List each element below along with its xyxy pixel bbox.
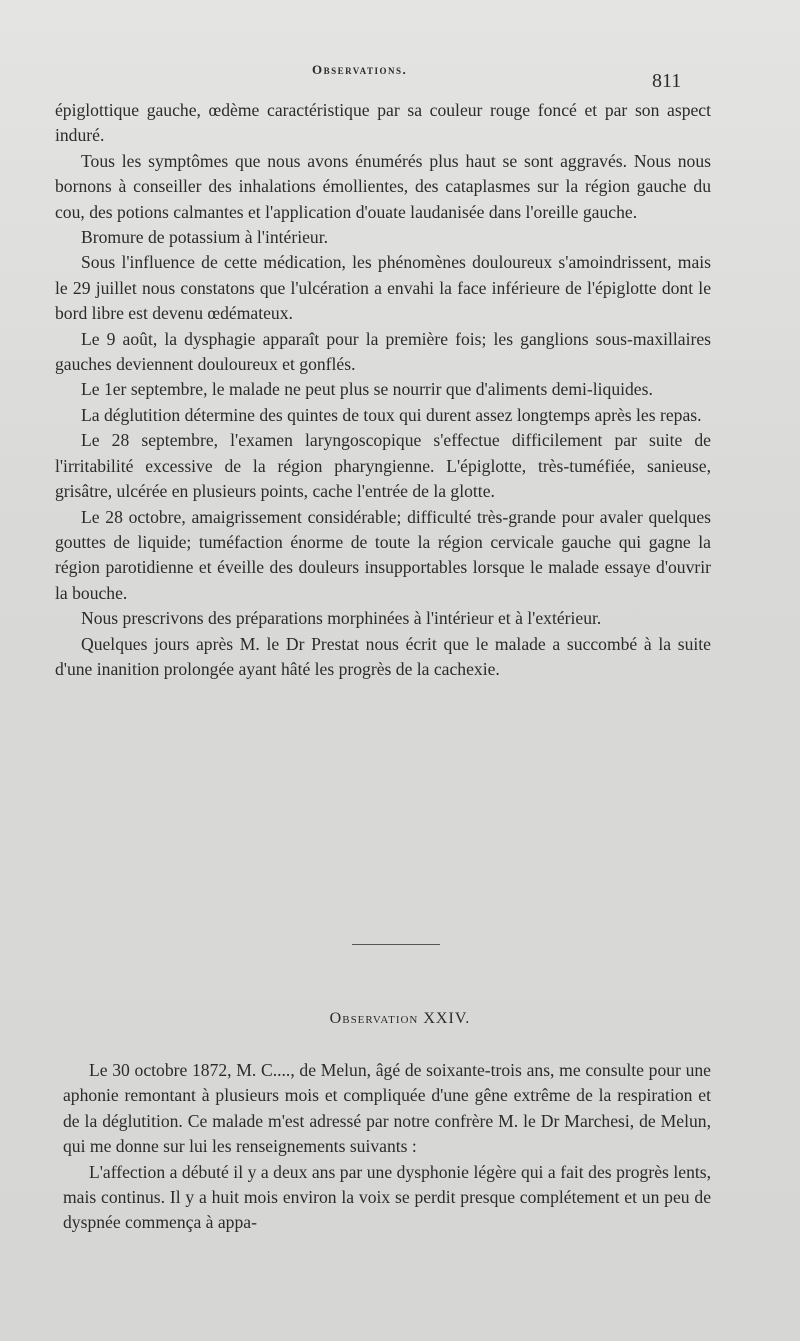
- section-divider: [352, 944, 440, 945]
- page-number: 811: [652, 70, 682, 92]
- paragraph: Tous les symptômes que nous avons énumérés plus haut se sont aggravés. Nous nous bornons à conseiller des inhalations émollientes, des cataplasmes sur la région gauche du cou, des potions calmantes et l'application d'ouate laudanisée dans l'oreille gauche.: [55, 150, 711, 222]
- paragraph: Quelques jours après M. le Dr Prestat nous écrit que le malade a succombé à la suite d'une inanition prolongée ayant hâté les progrès de la cachexie.: [55, 633, 711, 679]
- observation-heading: Observation XXIV.: [329, 1010, 471, 1027]
- paragraph: épiglottique gauche, œdème caractéristique par sa couleur rouge foncé et par son aspect induré.: [55, 100, 711, 146]
- paragraph: Sous l'influence de cette médication, les phénomènes douloureux s'amoindrissent, mais le 29 juillet nous constatons que l'ulcération a envahi la face inférieure de l'épiglotte dont le bord libre est devenu œdémateux.: [55, 252, 711, 324]
- paragraph: Le 30 octobre 1872, M. C...., de Melun, âgé de soixante-trois ans, me consulte pour une aphonie remontant à plusieurs mois et compliquée d'une gêne extrême de la respiration et de la déglutition. Ce malade m'est adressé par notre confrère M. le Dr Marchesi, de Melun, qui me donne sur lui les renseignements suivants :: [63, 1060, 711, 1157]
- paragraph: Le 28 septembre, l'examen laryngoscopique s'effectue difficilement par suite de l'irritabilité excessive de la région pharyngienne. L'épiglotte, très-tuméfiée, sanieuse, grisâtre, ulcérée en plusieurs points, cache l'entrée de la glotte.: [55, 430, 711, 502]
- observation-xxiv-text: [63, 1058, 711, 1236]
- paragraph: La déglutition détermine des quintes de toux qui durent assez longtemps après les repas.: [81, 404, 702, 425]
- running-head: Observations.: [312, 62, 408, 77]
- paragraph: Le 9 août, la dysphagie apparaît pour la première fois; les ganglions sous-maxillaires gauches deviennent douloureux et gonflés.: [55, 328, 711, 375]
- paragraph: Le 1er septembre, le malade ne peut plus se nourrir que d'aliments demi-liquides.: [81, 379, 653, 400]
- paragraph: Bromure de potassium à l'intérieur.: [81, 227, 328, 248]
- paragraph: Nous prescrivons des préparations morphinées à l'intérieur et à l'extérieur.: [81, 608, 602, 629]
- observation-continued-text: [55, 98, 711, 682]
- paragraph: Le 28 octobre, amaigrissement considérable; difficulté très-grande pour avaler quelques gouttes de liquide; tuméfaction énorme de toute la région cervicale gauche qui gagne la région parotidienne et éveille des douleurs insupportables lorsque le malade essaye d'ouvrir la bouche.: [55, 506, 711, 603]
- paragraph: L'affection a débuté il y a deux ans par une dysphonie légère qui a fait des progrès lents, mais continus. Il y a huit mois environ la voix se perdit presque complétement et un peu de dyspnée commença à appa-: [63, 1161, 711, 1233]
